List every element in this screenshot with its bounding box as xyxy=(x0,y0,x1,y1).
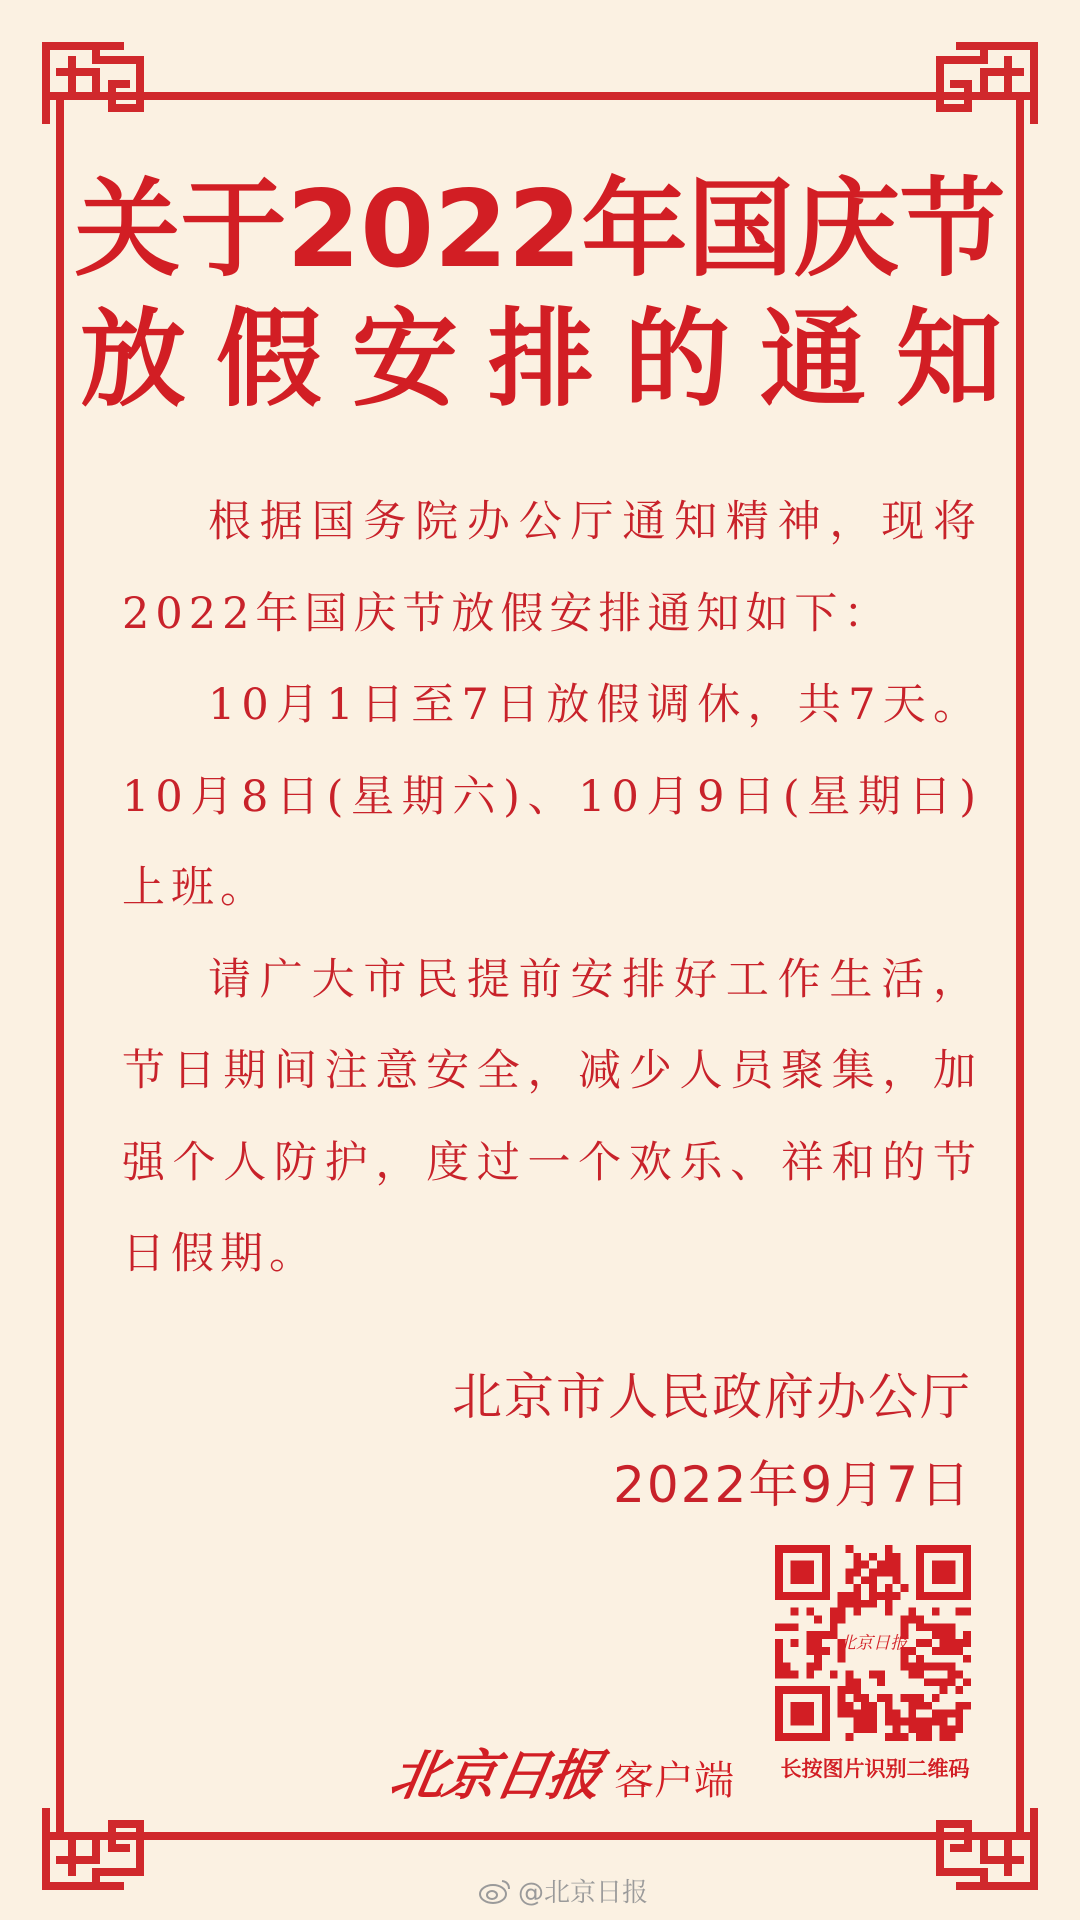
body-paragraph-3: 请广大市民提前安排好工作生活，节日期间注意安全，减少人员聚集，加强个人防护，度过一个欢乐、祥和的节日假期。 xyxy=(122,954,982,1279)
qr-code[interactable] xyxy=(775,1545,971,1741)
signature-organization: 北京市人民政府办公厅 xyxy=(452,1368,972,1426)
brand-suffix: 客户端 xyxy=(614,1758,734,1804)
body-paragraph-1: 根据国务院办公厅通知精神，现将2022年国庆节放假安排通知如下： xyxy=(122,497,982,639)
notice-title-line-2: 放假安排的通知 xyxy=(80,298,1032,421)
notice-body xyxy=(122,477,982,1301)
watermark-text: @北京日报 xyxy=(518,1878,649,1908)
body-paragraph-2: 10月1日至7日放假调休，共7天。10月8日(星期六)、10月9日(星期日)上班。 xyxy=(122,680,982,913)
qr-center-logo: 北京日报 xyxy=(838,1633,908,1654)
brand-footer xyxy=(385,1733,734,1810)
qr-caption: 长按图片识别二维码 xyxy=(780,1757,970,1781)
brand-logo: 北京日报 xyxy=(385,1743,606,1807)
weibo-icon xyxy=(478,1877,512,1905)
weibo-watermark xyxy=(478,1872,648,1909)
notice-title-line-1: 关于2022年国庆节 xyxy=(74,168,1006,291)
signature-date: 2022年9月7日 xyxy=(613,1456,972,1514)
